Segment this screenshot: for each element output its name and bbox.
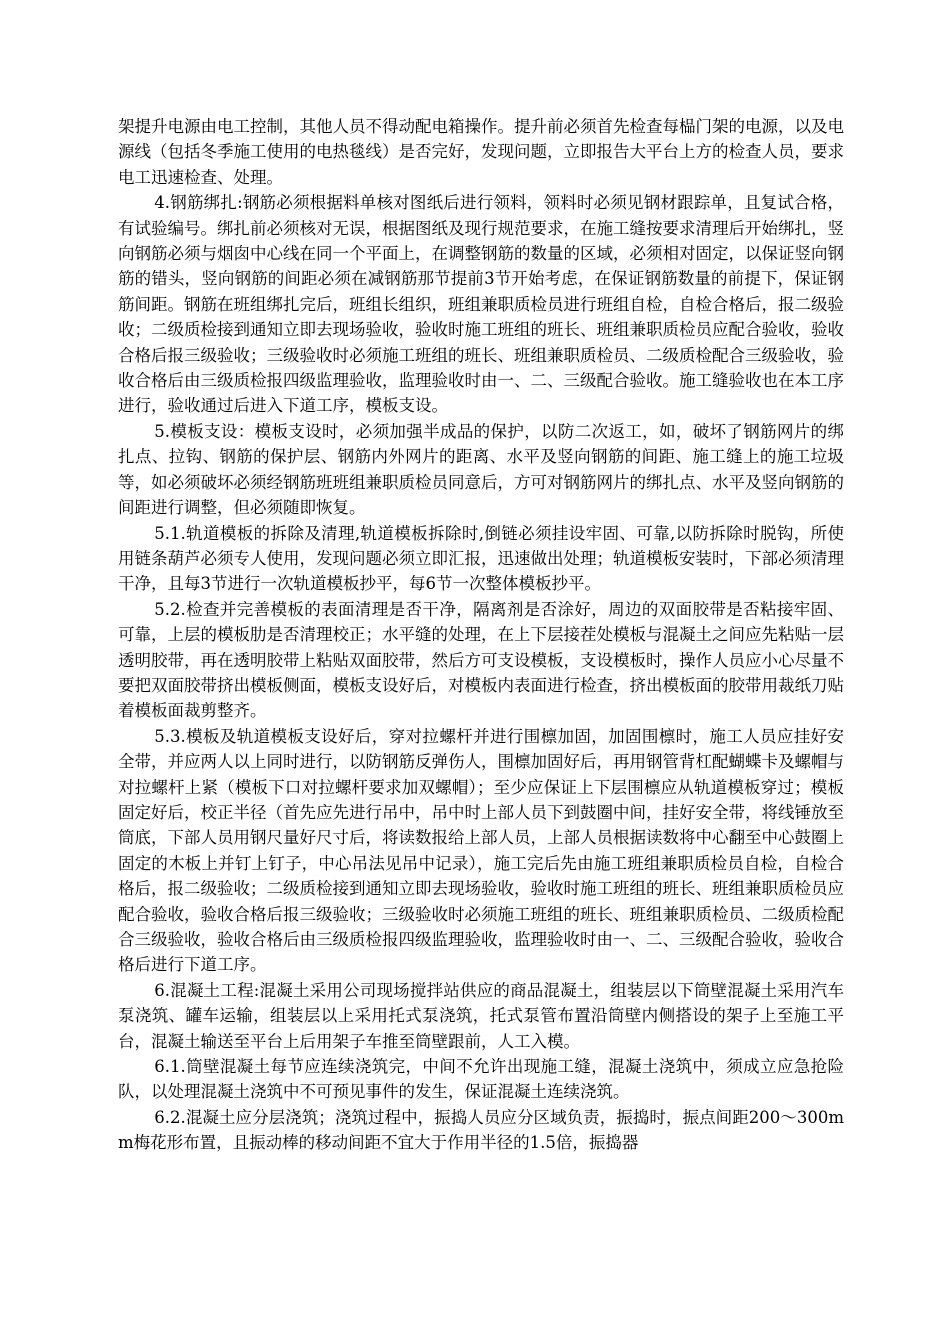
paragraph-layered-pouring: 6.2.混凝土应分层浇筑；浇筑过程中，振捣人员应分区域负责，振捣时，振点间距200～300mm梅花形布置，且振动棒的移动间距不宜大于作用半径的1.5倍，振捣器 bbox=[118, 1107, 844, 1153]
paragraph-concrete-works: 6.混凝土工程:混凝土采用公司现场搅拌站供应的商品混凝土，组装层以下筒壁混凝土采用汽车泵浇筑、罐车运输，组装层以上采用托式泵浇筑，托式泵管布置沿筒壁内侧搭设的架子上至施工平台，混凝土输送至平台上后用架子车推至筒壁跟前，人工入模。 bbox=[118, 980, 844, 1051]
paragraph-formwork-inspection: 5.2.检查并完善模板的表面清理是否干净，隔离剂是否涂好，周边的双面胶带是否粘接牢固、可靠，上层的模板肋是否清理校正；水平缝的处理，在上下层接茬处模板与混凝土之间应先粘贴一层透明胶带，再在透明胶带上粘贴双面胶带，然后方可支设模板，支设模板时，操作人员应小心尽量不要把双面胶带挤出模板侧面，模板支设好后，对模板内表面进行检查，挤出模板面的胶带用裁纸刀贴着模板面裁剪整齐。 bbox=[118, 599, 844, 721]
paragraph-formwork-reinforcement: 5.3.模板及轨道模板支设好后，穿对拉螺杆并进行围檩加固，加固围檩时，施工人员应挂好安全带，并应两人以上同时进行，以防钢筋反弹伤人，围檩加固好后，再用钢管背杠配蝴蝶卡及螺帽与对拉螺杆上紧（模板下口对拉螺杆要求加双螺帽）；至少应保证上下层围檩应从轨道模板穿过；模板固定好后，校正半径（首先应先进行吊中，吊中时上部人员下到鼓圈中间，挂好安全带，将线锤放至筒底，下部人员用钢尺量好尺寸后，将读数报给上部人员，上部人员根据读数将中心翻至中心鼓圈上固定的木板上并钉上钉子，中心吊法见吊中记录），施工完后先由施工班组兼职质检员自检，自检合格后，报二级验收；二级质检接到通知立即去现场验收，验收时施工班组的班长、班组兼职质检员应配合验收，验收合格后报三级验收；三级验收时必须施工班组的班长、班组兼职质检员、二级质检配合三级验收，验收合格后由三级质检报四级监理验收，监理验收时由一、二、三级配合验收，验收合格后进行下道工序。 bbox=[118, 726, 844, 975]
paragraph-continuous-pouring: 6.1.筒壁混凝土每节应连续浇筑完，中间不允许出现施工缝，混凝土浇筑中，须成立应急抢险队，以处理混凝土浇筑中不可预见事件的发生，保证混凝土连续浇筑。 bbox=[118, 1057, 844, 1102]
paragraph-power-supply: 架提升电源由电工控制，其他人员不得动配电箱操作。提升前必须首先检查每榀门架的电源，以及电源线（包括冬季施工使用的电热毯线）是否完好，发现问题，立即报告大平台上方的检查人员，要求电工迅速检查、处理。 bbox=[118, 117, 844, 187]
paragraph-track-formwork: 5.1.轨道模板的拆除及清理,轨道模板拆除时,倒链必须挂设牢固、可靠,以防拆除时脱钩，所使用链条葫芦必须专人使用，发现问题必须立即汇报，迅速做出处理；轨道模板安装时，下部必须清理干净，且每3节进行一次轨道模板抄平，每6节一次整体模板抄平。 bbox=[118, 523, 844, 594]
document-page bbox=[118, 114, 844, 1156]
paragraph-rebar-binding: 4.钢筋绑扎:钢筋必须根据料单核对图纸后进行领料，领料时必须见钢材跟踪单，且复试合格，有试验编号。绑扎前必须核对无误，根据图纸及现行规范要求，在施工缝按要求清理后开始绑扎，竖向钢筋必须与烟囱中心线在同一个平面上，在调整钢筋的数量的区域，必须相对固定，以保证竖向钢筋的错头，竖向钢筋的间距必须在减钢筋那节提前3节开始考虑，在保证钢筋数量的前提下，保证钢筋间距。钢筋在班组绑扎完后，班组长组织，班组兼职质检员进行班组自检，自检合格后，报二级验收；二级质检接到通知立即去现场验收，验收时施工班组的班长、班组兼职质检员应配合验收，验收合格后报三级验收；三级验收时必须施工班组的班长、班组兼职质检员、二级质检配合三级验收，验收合格后由三级质检报四级监理验收，监理验收时由一、二、三级配合验收。施工缝验收也在本工序进行，验收通过后进入下道工序，模板支设。 bbox=[118, 193, 844, 416]
paragraph-formwork-setup: 5.模板支设：模板支设时，必须加强半成品的保护，以防二次返工，如，破坏了钢筋网片的绑扎点、拉钩、钢筋的保护层、钢筋内外网片的距离、水平及竖向钢筋的间距、施工缝上的施工垃圾等，如必须破坏必须经钢筋班班组兼职质检员同意后，方可对钢筋网片的绑扎点、水平及竖向钢筋的间距进行调整，但必须随即恢复。 bbox=[118, 421, 844, 518]
